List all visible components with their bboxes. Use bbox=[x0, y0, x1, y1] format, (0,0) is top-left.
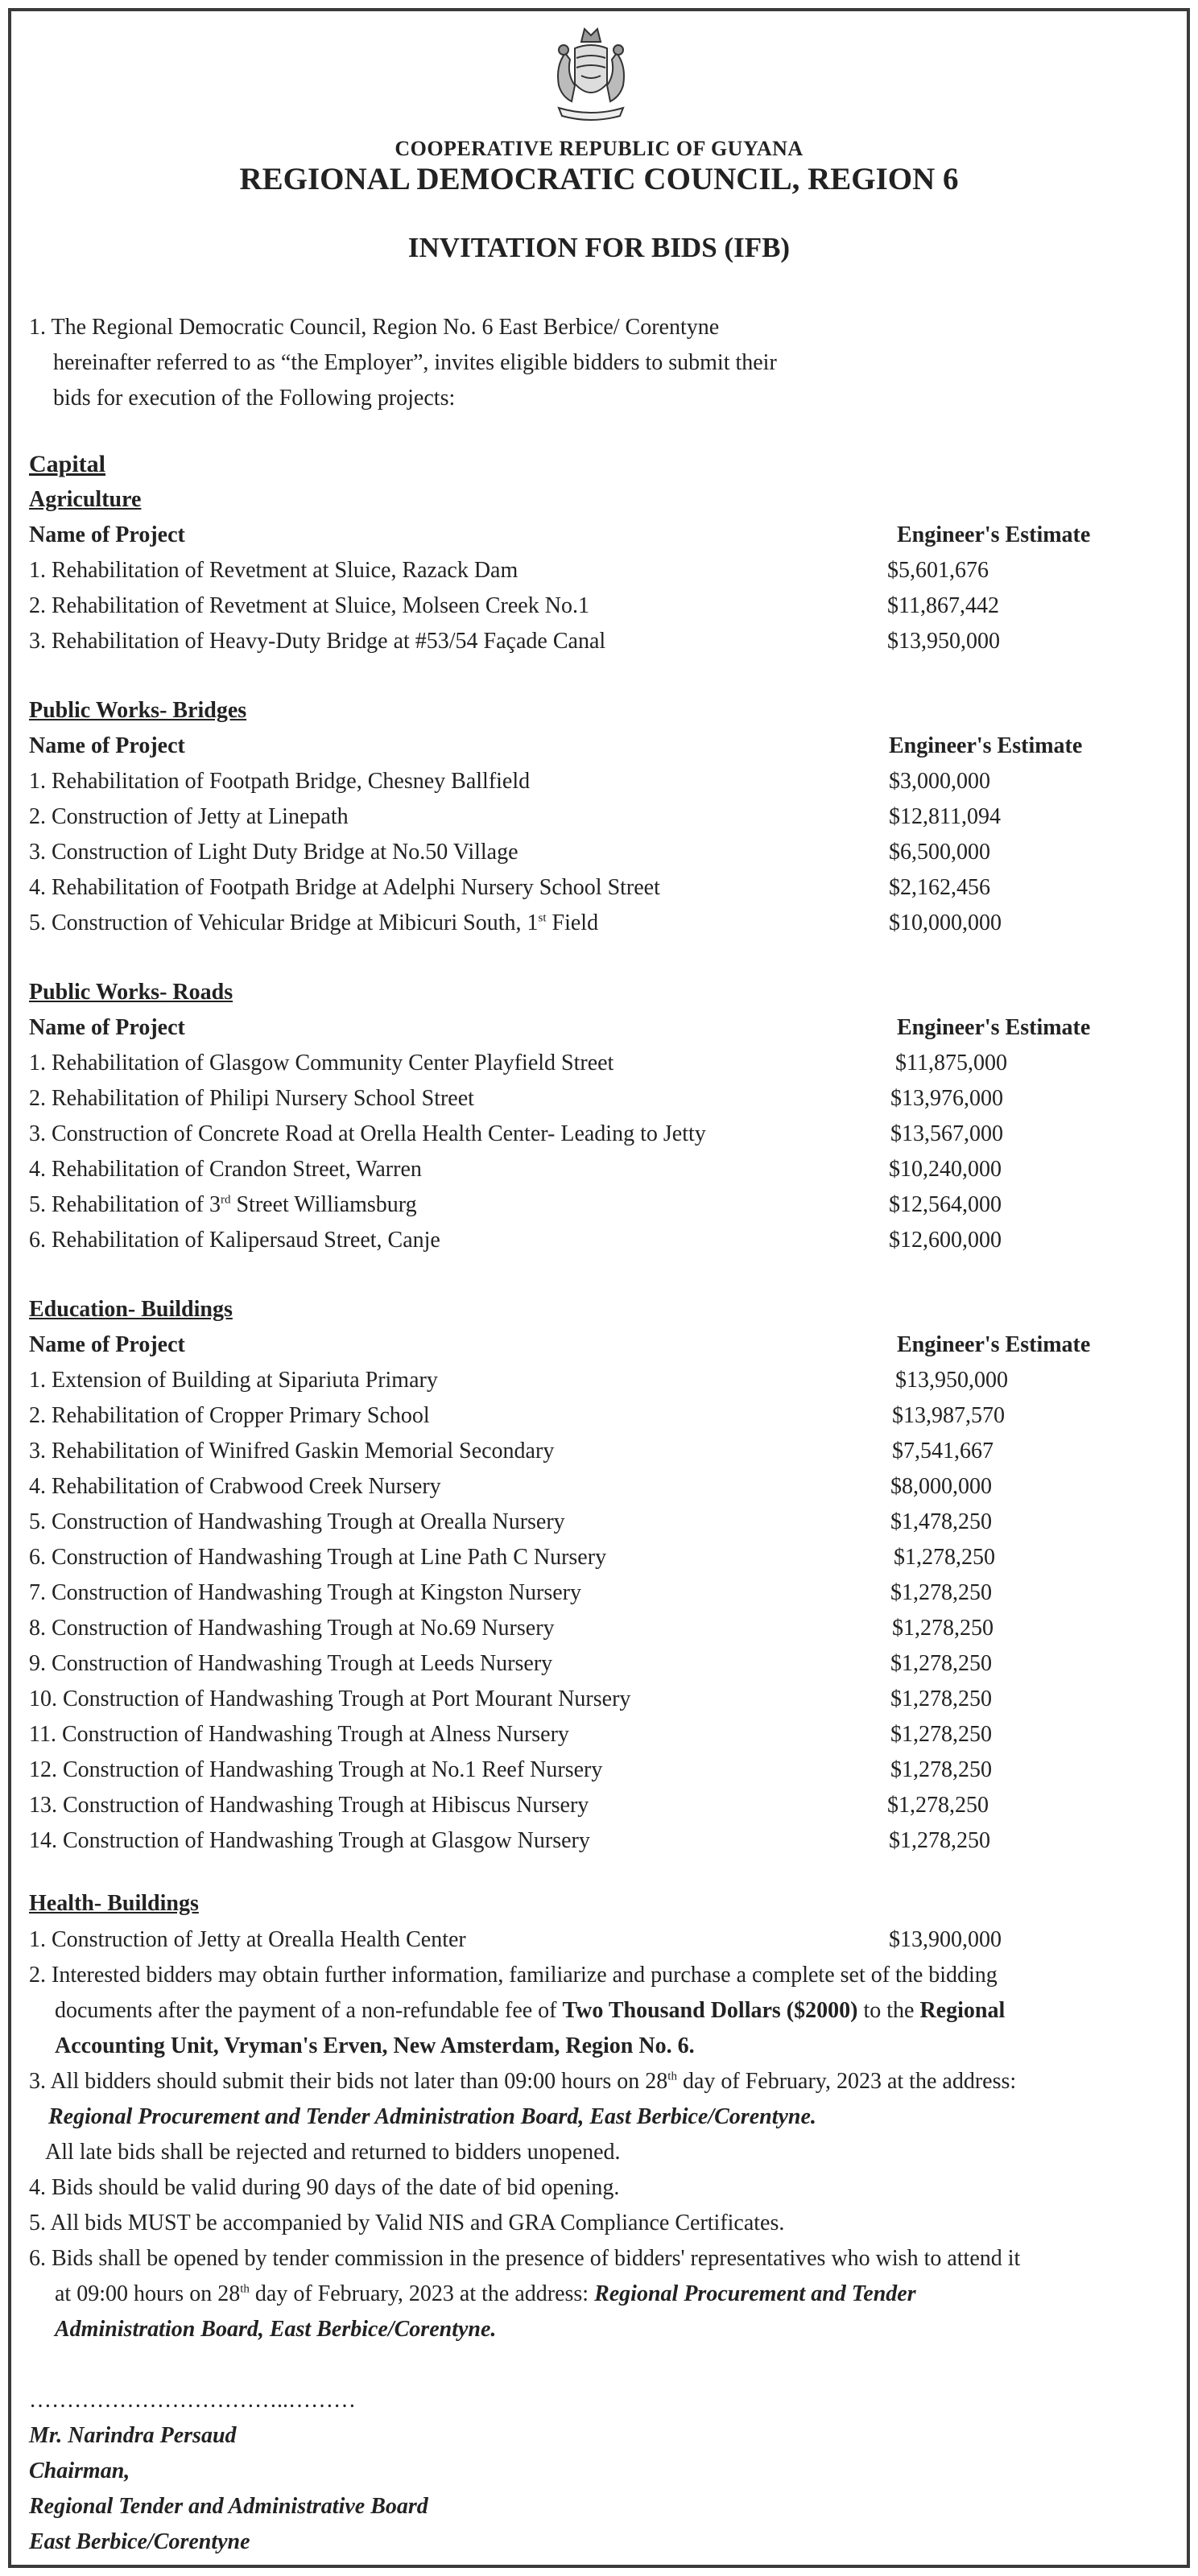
project-estimate: $10,000,000 bbox=[889, 910, 1002, 935]
project-name: 5. Construction of Handwashing Trough at Orealla Nursery bbox=[29, 1509, 565, 1534]
section-title: Health- Buildings bbox=[29, 1891, 199, 1916]
project-estimate: $6,500,000 bbox=[889, 840, 990, 865]
project-name: 1. Rehabilitation of Glasgow Community Center Playfield Street bbox=[29, 1051, 614, 1075]
column-header-estimate: Engineer's Estimate bbox=[897, 522, 1091, 547]
country-heading: COOPERATIVE REPUBLIC OF GUYANA bbox=[395, 137, 803, 160]
section-education bbox=[29, 1292, 1172, 1859]
project-estimate: $1,278,250 bbox=[890, 1686, 992, 1711]
project-estimate: $1,278,250 bbox=[889, 1828, 990, 1853]
project-row bbox=[29, 1398, 1172, 1434]
note-text: to the bbox=[857, 1998, 920, 2023]
project-row bbox=[29, 1788, 1172, 1823]
project-estimate: $11,867,442 bbox=[887, 593, 999, 618]
project-row bbox=[29, 1752, 1172, 1788]
note-text: day of February, 2023 at the address: bbox=[676, 2069, 1017, 2094]
signature-block bbox=[29, 2383, 428, 2560]
section-roads bbox=[29, 975, 1172, 1258]
project-row bbox=[29, 1682, 1172, 1717]
project-name: 2. Rehabilitation of Revetment at Sluice, Molseen Creek No.1 bbox=[29, 593, 589, 618]
project-name: 1. Rehabilitation of Footpath Bridge, Chesney Ballfield bbox=[29, 769, 531, 794]
project-row bbox=[29, 870, 1172, 906]
project-name-part: Field bbox=[546, 910, 599, 935]
accounting-unit-address: Accounting Unit, Vryman's Erven, New Amsterdam, Region No. 6. bbox=[55, 2033, 695, 2058]
project-row bbox=[29, 1505, 1172, 1540]
ordinal-suffix: st bbox=[538, 911, 547, 925]
late-bids-note: All late bids shall be rejected and returned to bidders unopened. bbox=[45, 2140, 621, 2165]
column-header-estimate: Engineer's Estimate bbox=[889, 733, 1083, 758]
project-estimate: $1,478,250 bbox=[890, 1509, 992, 1534]
project-row bbox=[29, 1363, 1172, 1398]
project-estimate: $13,950,000 bbox=[895, 1368, 1008, 1393]
project-name-part: 5. Rehabilitation of 3 bbox=[29, 1192, 221, 1217]
ordinal-suffix: rd bbox=[220, 1193, 231, 1207]
project-row bbox=[29, 906, 1172, 941]
project-name: 4. Rehabilitation of Footpath Bridge at Adelphi Nursery School Street bbox=[29, 875, 660, 900]
project-row bbox=[29, 1187, 1172, 1223]
project-row bbox=[29, 624, 1172, 659]
project-estimate: $13,900,000 bbox=[889, 1927, 1002, 1952]
project-estimate: $12,811,094 bbox=[889, 804, 1001, 829]
project-estimate: $1,278,250 bbox=[892, 1616, 994, 1641]
note-text: day of February, 2023 at the address: bbox=[249, 2281, 595, 2306]
project-estimate: $12,600,000 bbox=[889, 1228, 1002, 1253]
project-row bbox=[29, 799, 1172, 835]
project-row bbox=[29, 1575, 1172, 1611]
note-text: documents after the payment of a non-refundable fee of bbox=[55, 1998, 563, 2023]
project-name: 6. Construction of Handwashing Trough at Line Path C Nursery bbox=[29, 1545, 607, 1570]
project-estimate: $10,240,000 bbox=[889, 1157, 1002, 1182]
intro-line: 1. The Regional Democratic Council, Region No. 6 East Berbice/ Corentyne bbox=[29, 315, 720, 340]
project-estimate: $12,564,000 bbox=[889, 1192, 1002, 1217]
project-estimate: $1,278,250 bbox=[894, 1545, 995, 1570]
project-name: 13. Construction of Handwashing Trough at Hibiscus Nursery bbox=[29, 1793, 589, 1818]
ordinal-suffix: th bbox=[240, 2282, 250, 2296]
project-name: 8. Construction of Handwashing Trough at No.69 Nursery bbox=[29, 1616, 555, 1641]
project-row bbox=[29, 1046, 1172, 1081]
note-bold: Regional bbox=[919, 1998, 1006, 2023]
project-name bbox=[29, 910, 598, 935]
project-estimate: $11,875,000 bbox=[895, 1051, 1007, 1075]
section-title: Agriculture bbox=[29, 487, 142, 512]
project-name: 3. Construction of Concrete Road at Orella Health Center- Leading to Jetty bbox=[29, 1121, 706, 1146]
intro-paragraph bbox=[29, 310, 915, 416]
section-health bbox=[29, 1888, 1172, 1920]
section-title: Education- Buildings bbox=[29, 1297, 233, 1322]
project-name: 1. Rehabilitation of Revetment at Sluice, Razack Dam bbox=[29, 558, 518, 583]
project-estimate: $13,987,570 bbox=[892, 1403, 1005, 1428]
project-row bbox=[29, 1469, 1172, 1505]
fee-amount: Two Thousand Dollars ($2000) bbox=[562, 1998, 858, 2023]
column-header-estimate: Engineer's Estimate bbox=[897, 1015, 1091, 1040]
project-name: 11. Construction of Handwashing Trough at Alness Nursery bbox=[29, 1722, 569, 1747]
project-estimate: $8,000,000 bbox=[890, 1474, 992, 1499]
project-row bbox=[29, 553, 1172, 588]
project-name: 7. Construction of Handwashing Trough at Kingston Nursery bbox=[29, 1580, 581, 1605]
note-3 bbox=[29, 2064, 1172, 2099]
note-4: 4. Bids should be valid during 90 days of the date of bid opening. bbox=[29, 2175, 620, 2200]
project-row bbox=[29, 1717, 1172, 1752]
project-name: 6. Rehabilitation of Kalipersaud Street, Canje bbox=[29, 1228, 440, 1253]
project-estimate: $1,278,250 bbox=[887, 1793, 989, 1818]
note-6-line bbox=[29, 2277, 1172, 2312]
column-header-project: Name of Project bbox=[29, 1332, 185, 1357]
column-header-estimate: Engineer's Estimate bbox=[897, 1332, 1091, 1357]
note-2-line bbox=[29, 1993, 1172, 2029]
project-estimate: $1,278,250 bbox=[890, 1580, 992, 1605]
project-estimate: $5,601,676 bbox=[887, 558, 989, 583]
project-name: 3. Rehabilitation of Heavy-Duty Bridge at #53/54 Façade Canal bbox=[29, 629, 606, 654]
project-row bbox=[29, 1823, 1172, 1859]
signatory-board: Regional Tender and Administrative Board bbox=[29, 2494, 428, 2519]
column-header-row bbox=[29, 1327, 1172, 1363]
column-header-row bbox=[29, 729, 1172, 764]
coat-of-arms-icon bbox=[535, 18, 647, 130]
project-row bbox=[29, 1223, 1172, 1258]
section-title: Public Works- Roads bbox=[29, 980, 233, 1005]
project-name: 3. Construction of Light Duty Bridge at No.50 Village bbox=[29, 840, 518, 865]
column-header-project: Name of Project bbox=[29, 1015, 185, 1040]
signature-line: ……………………………..……… bbox=[29, 2388, 356, 2413]
signatory-role: Chairman, bbox=[29, 2458, 130, 2483]
note-5: 5. All bids MUST be accompanied by Valid NIS and GRA Compliance Certificates. bbox=[29, 2211, 785, 2235]
project-name: 1. Construction of Jetty at Orealla Health Center bbox=[29, 1927, 466, 1952]
project-row bbox=[29, 1611, 1172, 1646]
project-name-part: Street Williamsburg bbox=[230, 1192, 417, 1217]
project-row bbox=[29, 1922, 1172, 1958]
opening-address-line: Administration Board, East Berbice/Corentyne. bbox=[55, 2317, 497, 2342]
section-title: Public Works- Bridges bbox=[29, 698, 247, 723]
submission-address: Regional Procurement and Tender Administration Board, East Berbice/Corentyne. bbox=[48, 2104, 816, 2129]
note-text: 3. All bidders should submit their bids not later than 09:00 hours on 28 bbox=[29, 2069, 668, 2094]
project-row bbox=[29, 1081, 1172, 1117]
project-name-part: 5. Construction of Vehicular Bridge at Mibicuri South, 1 bbox=[29, 910, 539, 935]
signatory-location: East Berbice/Corentyne bbox=[29, 2529, 250, 2554]
project-estimate: $13,976,000 bbox=[890, 1086, 1003, 1111]
project-estimate: $3,000,000 bbox=[889, 769, 990, 794]
signatory-name: Mr. Narindra Persaud bbox=[29, 2423, 237, 2448]
project-name: 10. Construction of Handwashing Trough at Port Mourant Nursery bbox=[29, 1686, 631, 1711]
project-estimate: $1,278,250 bbox=[890, 1651, 992, 1676]
column-header-project: Name of Project bbox=[29, 733, 185, 758]
project-estimate: $7,541,667 bbox=[892, 1439, 994, 1463]
project-name: 4. Rehabilitation of Crabwood Creek Nursery bbox=[29, 1474, 441, 1499]
project-row bbox=[29, 1117, 1172, 1152]
intro-line: bids for execution of the Following projects: bbox=[53, 386, 456, 411]
project-row bbox=[29, 764, 1172, 799]
project-name: 2. Rehabilitation of Cropper Primary School bbox=[29, 1403, 430, 1428]
project-estimate: $1,278,250 bbox=[890, 1722, 992, 1747]
project-name: 9. Construction of Handwashing Trough at Leeds Nursery bbox=[29, 1651, 553, 1676]
project-row bbox=[29, 1540, 1172, 1575]
project-estimate: $2,162,456 bbox=[889, 875, 990, 900]
project-estimate: $1,278,250 bbox=[890, 1757, 992, 1782]
section-agriculture bbox=[29, 482, 1172, 659]
project-name: 14. Construction of Handwashing Trough at Glasgow Nursery bbox=[29, 1828, 590, 1853]
document-title: INVITATION FOR BIDS (IFB) bbox=[407, 232, 791, 263]
project-row bbox=[29, 835, 1172, 870]
ordinal-suffix: th bbox=[667, 2070, 677, 2083]
project-row bbox=[29, 1434, 1172, 1469]
project-estimate: $13,950,000 bbox=[887, 629, 1000, 654]
notes bbox=[29, 1922, 1172, 2347]
column-header-row bbox=[29, 518, 1172, 553]
note-6: 6. Bids shall be opened by tender commission in the presence of bidders' representatives who wish to attend it bbox=[29, 2246, 1021, 2271]
opening-address: Regional Procurement and Tender bbox=[594, 2281, 916, 2306]
note-2: 2. Interested bidders may obtain further information, familiarize and purchase a complete set of the bidding bbox=[29, 1963, 998, 1988]
project-row bbox=[29, 1152, 1172, 1187]
project-estimate: $13,567,000 bbox=[890, 1121, 1003, 1146]
project-name: 12. Construction of Handwashing Trough at No.1 Reef Nursery bbox=[29, 1757, 603, 1782]
project-name: 4. Rehabilitation of Crandon Street, Warren bbox=[29, 1157, 422, 1182]
section-bridges bbox=[29, 693, 1172, 941]
project-row bbox=[29, 588, 1172, 624]
column-header-project: Name of Project bbox=[29, 522, 185, 547]
column-header-row bbox=[29, 1010, 1172, 1046]
intro-line: hereinafter referred to as “the Employer”, invites eligible bidders to submit their bbox=[53, 350, 777, 375]
project-name: 2. Rehabilitation of Philipi Nursery School Street bbox=[29, 1086, 474, 1111]
note-text: at 09:00 hours on 28 bbox=[55, 2281, 241, 2306]
project-name: 1. Extension of Building at Sipariuta Primary bbox=[29, 1368, 438, 1393]
project-name: 2. Construction of Jetty at Linepath bbox=[29, 804, 349, 829]
capital-heading: Capital bbox=[29, 451, 106, 477]
project-name: 3. Rehabilitation of Winifred Gaskin Memorial Secondary bbox=[29, 1439, 555, 1463]
project-name bbox=[29, 1192, 417, 1217]
project-row bbox=[29, 1646, 1172, 1682]
council-heading: REGIONAL DEMOCRATIC COUNCIL, REGION 6 bbox=[239, 162, 959, 196]
